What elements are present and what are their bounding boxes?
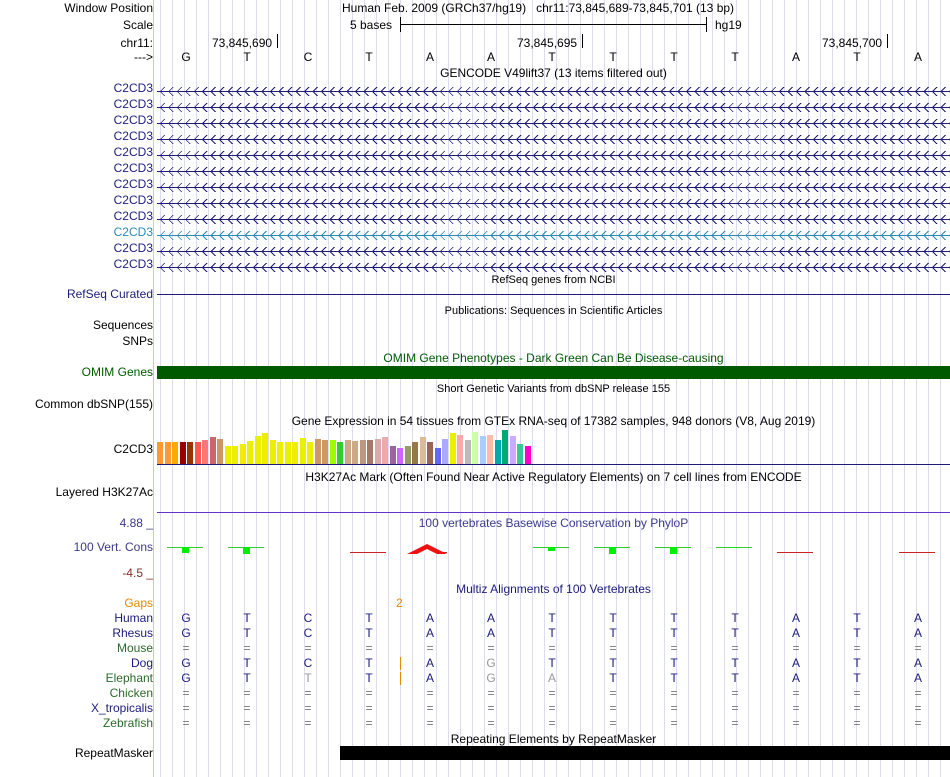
alignment-base: =	[548, 686, 556, 700]
species-label[interactable]: Chicken	[109, 686, 153, 700]
gtex-tissue-bar[interactable]	[435, 448, 441, 464]
gencode-item-label[interactable]: C2CD3	[113, 113, 153, 127]
alignment-base: T	[853, 626, 861, 640]
reference-base: A	[791, 50, 800, 64]
alignment-base: T	[243, 656, 251, 670]
omim-gene-bar[interactable]	[157, 366, 950, 379]
alignment-base: T	[304, 671, 312, 685]
alignment-base: T	[670, 656, 678, 670]
gtex-tissue-bar[interactable]	[247, 441, 253, 464]
species-label[interactable]: Dog	[130, 656, 153, 670]
alignment-base: =	[182, 686, 190, 700]
alignment-base: =	[609, 686, 617, 700]
alignment-base: A	[791, 671, 800, 685]
alignment-base: =	[792, 701, 800, 715]
alignment-base: T	[670, 626, 678, 640]
reference-base: G	[181, 50, 191, 64]
alignment-base: =	[243, 701, 251, 715]
alignment-base: T	[548, 626, 556, 640]
window-position-label: Window Position	[64, 1, 153, 15]
alignment-base: G	[181, 671, 191, 685]
gtex-tissue-bar[interactable]	[502, 430, 508, 464]
alignment-base: A	[486, 626, 495, 640]
alignment-base: =	[365, 686, 373, 700]
alignment-base: =	[609, 716, 617, 730]
gencode-item-label[interactable]: C2CD3	[113, 161, 153, 175]
alignment-base: G	[181, 626, 191, 640]
phylop-positive-score	[731, 547, 738, 548]
phylop-positive-score	[243, 547, 250, 554]
alignment-base: A	[425, 656, 434, 670]
gencode-transcript[interactable]	[157, 167, 950, 176]
phylop-positive-score	[182, 547, 189, 553]
gtex-tissue-bar[interactable]	[240, 444, 246, 464]
gtex-tissue-bar[interactable]	[322, 440, 328, 464]
gencode-item-label[interactable]: C2CD3	[113, 193, 153, 207]
gtex-tissue-bar[interactable]	[352, 441, 358, 464]
gencode-transcript[interactable]	[157, 199, 950, 208]
gtex-tissue-bar[interactable]	[315, 439, 321, 464]
gencode-transcript[interactable]	[157, 215, 950, 224]
phylop-min-label: -4.5 _	[122, 566, 153, 580]
alignment-base: A	[791, 656, 800, 670]
alignment-base: =	[426, 701, 434, 715]
gencode-transcript[interactable]	[157, 231, 950, 240]
alignment-base: T	[731, 656, 739, 670]
alignment-base: T	[243, 626, 251, 640]
h3k27ac-track-title[interactable]: H3K27Ac Mark (Often Found Near Active Regulatory Elements) on 7 cell lines from ENCODE	[305, 470, 802, 484]
alignment-base: =	[731, 641, 739, 655]
alignment-base: T	[609, 671, 617, 685]
alignment-base: =	[853, 701, 861, 715]
alignment-base: =	[792, 716, 800, 730]
alignment-base: T	[853, 656, 861, 670]
alignment-base: T	[670, 671, 678, 685]
alignment-base: =	[487, 701, 495, 715]
alignment-base: =	[365, 701, 373, 715]
alignment-base: A	[913, 611, 922, 625]
alignment-base: A	[547, 671, 556, 685]
alignment-base: T	[609, 611, 617, 625]
gtex-track-label[interactable]: C2CD3	[113, 442, 153, 456]
gtex-tissue-bar[interactable]	[172, 442, 178, 464]
gtex-tissue-bar[interactable]	[465, 440, 471, 464]
alignment-base: =	[548, 701, 556, 715]
gencode-transcript[interactable]	[157, 135, 950, 144]
alignment-base: =	[426, 716, 434, 730]
gtex-tissue-bar[interactable]	[202, 440, 208, 464]
alignment-base: =	[304, 641, 312, 655]
alignment-base: =	[731, 686, 739, 700]
omim-track-label[interactable]: OMIM Genes	[81, 365, 153, 379]
alignment-base: =	[670, 716, 678, 730]
alignment-base: =	[609, 641, 617, 655]
alignment-base: =	[853, 686, 861, 700]
gencode-item-label[interactable]: C2CD3	[113, 81, 153, 95]
gtex-tissue-bar[interactable]	[367, 440, 373, 464]
gtex-tissue-bar[interactable]	[300, 438, 306, 464]
alignment-base: T	[731, 611, 739, 625]
h3k27ac-baseline	[157, 512, 950, 513]
alignment-base: T	[365, 611, 373, 625]
alignment-base: A	[425, 671, 434, 685]
alignment-base: T	[365, 626, 373, 640]
publications-snps-label[interactable]: SNPs	[122, 334, 153, 348]
alignment-base: =	[670, 641, 678, 655]
gtex-tissue-bar[interactable]	[330, 440, 336, 464]
alignment-base: C	[303, 656, 313, 670]
alignment-base: T	[609, 626, 617, 640]
reference-base: T	[548, 50, 556, 64]
gtex-tissue-bar[interactable]	[517, 444, 523, 464]
gencode-item-label[interactable]: C2CD3	[113, 209, 153, 223]
gencode-item-label[interactable]: C2CD3	[113, 97, 153, 111]
alignment-base: G	[486, 656, 496, 670]
alignment-base: T	[731, 671, 739, 685]
alignment-base: =	[853, 641, 861, 655]
alignment-base: =	[182, 641, 190, 655]
gtex-tissue-bar[interactable]	[217, 439, 223, 464]
alignment-base: A	[791, 626, 800, 640]
gtex-tissue-bar[interactable]	[360, 440, 366, 464]
reference-base: T	[243, 50, 251, 64]
refseq-track-title[interactable]: RefSeq genes from NCBI	[491, 274, 616, 286]
insertion-marker	[400, 657, 401, 670]
reference-base: T	[853, 50, 861, 64]
scale-bar	[400, 24, 706, 25]
gtex-tissue-bar[interactable]	[427, 442, 433, 464]
alignment-base: =	[853, 716, 861, 730]
gtex-tissue-bar[interactable]	[210, 437, 216, 464]
gtex-tissue-bar[interactable]	[450, 433, 456, 464]
phylop-negative-score	[899, 552, 935, 553]
scale-label[interactable]: Scale	[122, 18, 153, 32]
gencode-item-label[interactable]: C2CD3	[113, 257, 153, 271]
gencode-item-label[interactable]: C2CD3	[113, 177, 153, 191]
gtex-tissue-bar[interactable]	[345, 440, 351, 464]
gtex-tissue-bar[interactable]	[225, 446, 231, 464]
scale-text: 5 bases	[350, 18, 393, 32]
reference-base: A	[486, 50, 495, 64]
gtex-tissue-bar[interactable]	[510, 436, 516, 464]
gtex-tissue-bar[interactable]	[457, 435, 463, 464]
gtex-tissue-bar[interactable]	[412, 442, 418, 464]
alignment-base: =	[365, 641, 373, 655]
insertion-marker	[400, 672, 401, 685]
phylop-positive-score	[670, 547, 677, 554]
gtex-tissue-bar[interactable]	[382, 437, 388, 464]
publications-track-title[interactable]: Publications: Sequences in Scientific Articles	[444, 305, 663, 317]
phylop-negative-peak-inner	[417, 549, 437, 554]
gtex-tissue-bar[interactable]	[442, 439, 448, 464]
alignment-base: T	[670, 611, 678, 625]
alignment-base: G	[486, 671, 496, 685]
alignment-base: A	[425, 626, 434, 640]
gtex-tissue-bar[interactable]	[262, 433, 268, 464]
gtex-tissue-bar[interactable]	[337, 442, 343, 464]
alignment-base: A	[913, 656, 922, 670]
species-label[interactable]: Rhesus	[112, 626, 153, 640]
alignment-base: =	[548, 716, 556, 730]
gtex-tissue-bar[interactable]	[270, 440, 276, 464]
alignment-base: T	[548, 656, 556, 670]
window-position-value: Human Feb. 2009 (GRCh37/hg19) chr11:73,845,689-73,845,701 (13 bp)	[342, 1, 735, 15]
position-tick-label: 73,845,690	[212, 36, 273, 50]
gtex-tissue-bar[interactable]	[180, 442, 186, 464]
multiz-gap-count: 2	[396, 596, 403, 610]
phylop-negative-score	[777, 552, 813, 553]
gtex-tissue-bar[interactable]	[232, 446, 238, 464]
alignment-base: =	[304, 686, 312, 700]
alignment-base: =	[731, 716, 739, 730]
gtex-tissue-bar[interactable]	[255, 436, 261, 464]
strand-label: --->	[134, 50, 153, 64]
gencode-transcript[interactable]	[157, 87, 950, 96]
alignment-base: T	[243, 611, 251, 625]
gtex-tissue-bar[interactable]	[525, 446, 531, 464]
dbsnp-track-title[interactable]: Short Genetic Variants from dbSNP release 155	[436, 383, 671, 395]
h3k27ac-track-label[interactable]: Layered H3K27Ac	[55, 485, 153, 499]
gtex-tissue-bar[interactable]	[390, 446, 396, 464]
repeatmasker-element[interactable]	[340, 746, 950, 760]
gtex-track-title[interactable]: Gene Expression in 54 tissues from GTEx RNA-seq of 17382 samples, 948 donors (V8, Aug 2019)	[291, 414, 816, 428]
alignment-base: T	[853, 611, 861, 625]
alignment-base: =	[182, 701, 190, 715]
alignment-base: A	[913, 671, 922, 685]
gtex-gene-line	[157, 464, 950, 465]
alignment-base: =	[487, 686, 495, 700]
gtex-tissue-bar[interactable]	[157, 442, 163, 464]
gtex-tissue-bar[interactable]	[165, 442, 171, 464]
alignment-base: T	[853, 671, 861, 685]
alignment-base: =	[609, 701, 617, 715]
position-tick-label: 73,845,695	[517, 36, 578, 50]
gencode-transcript[interactable]	[157, 103, 950, 112]
gencode-transcript[interactable]	[157, 263, 950, 272]
gtex-tissue-bar[interactable]	[195, 442, 201, 464]
gtex-tissue-bar[interactable]	[187, 442, 193, 464]
alignment-base: T	[243, 671, 251, 685]
alignment-base: =	[914, 701, 922, 715]
omim-track-title[interactable]: OMIM Gene Phenotypes - Dark Green Can Be Disease-causing	[383, 351, 724, 365]
alignment-base: =	[304, 701, 312, 715]
gencode-transcript[interactable]	[157, 151, 950, 160]
multiz-track-title[interactable]: Multiz Alignments of 100 Vertebrates	[456, 582, 651, 596]
alignment-base: =	[243, 641, 251, 655]
gencode-transcript[interactable]	[157, 183, 950, 192]
alignment-base: =	[914, 686, 922, 700]
alignment-base: T	[609, 656, 617, 670]
gtex-tissue-bar[interactable]	[495, 440, 501, 464]
alignment-base: A	[913, 626, 922, 640]
species-label[interactable]: X_tropicalis	[90, 701, 153, 715]
phylop-negative-score	[350, 552, 386, 553]
alignment-base: =	[304, 716, 312, 730]
species-label[interactable]: Elephant	[105, 671, 153, 685]
reference-base: T	[609, 50, 617, 64]
gtex-tissue-bar[interactable]	[292, 442, 298, 464]
alignment-base: =	[914, 641, 922, 655]
phylop-track-title[interactable]: 100 vertebrates Basewise Conservation by PhyloP	[418, 516, 689, 530]
publications-track-label[interactable]: Sequences	[92, 318, 153, 332]
multiz-gaps-label: Gaps	[124, 596, 153, 610]
reference-base: T	[731, 50, 739, 64]
species-label[interactable]: Mouse	[116, 641, 153, 655]
position-tick	[277, 34, 278, 48]
alignment-base: =	[792, 686, 800, 700]
reference-base: A	[425, 50, 434, 64]
alignment-base: =	[792, 641, 800, 655]
gtex-tissue-bar[interactable]	[285, 442, 291, 464]
alignment-base: =	[426, 686, 434, 700]
gtex-tissue-bar[interactable]	[397, 448, 403, 464]
alignment-base: =	[365, 716, 373, 730]
position-tick	[887, 34, 888, 48]
alignment-base: T	[548, 611, 556, 625]
gtex-tissue-bar[interactable]	[420, 437, 426, 464]
position-tick	[582, 34, 583, 48]
alignment-base: A	[791, 611, 800, 625]
phylop-positive-score	[609, 547, 616, 554]
alignment-base: =	[670, 701, 678, 715]
alignment-base: C	[303, 626, 313, 640]
gencode-transcript[interactable]	[157, 247, 950, 256]
phylop-track-label[interactable]: 100 Vert. Cons	[73, 540, 153, 554]
alignment-base: =	[182, 716, 190, 730]
alignment-base: =	[426, 641, 434, 655]
alignment-base: G	[181, 656, 191, 670]
gtex-tissue-bar[interactable]	[472, 432, 478, 464]
alignment-base: C	[303, 611, 313, 625]
phylop-max-label: 4.88 _	[119, 516, 153, 530]
alignment-base: =	[243, 716, 251, 730]
scale-db: hg19	[715, 18, 742, 32]
alignment-base: =	[487, 716, 495, 730]
species-label[interactable]: Zebrafish	[102, 716, 153, 730]
species-label[interactable]: Human	[114, 611, 153, 625]
refseq-track-label[interactable]: RefSeq Curated	[66, 287, 153, 301]
gencode-item-label[interactable]: C2CD3	[113, 145, 153, 159]
repeatmasker-track-label[interactable]: RepeatMasker	[74, 746, 153, 760]
alignment-base: A	[486, 611, 495, 625]
alignment-base: =	[487, 641, 495, 655]
gencode-track-title[interactable]: GENCODE V49lift37 (13 items filtered out)	[440, 66, 667, 80]
reference-base: A	[913, 50, 922, 64]
refseq-gene-line[interactable]	[157, 294, 950, 295]
alignment-base: T	[731, 626, 739, 640]
phylop-positive-score	[548, 547, 555, 551]
gtex-tissue-bar[interactable]	[480, 436, 486, 464]
dbsnp-track-label[interactable]: Common dbSNP(155)	[34, 397, 153, 411]
alignment-base: =	[731, 701, 739, 715]
reference-base: T	[365, 50, 373, 64]
alignment-base: =	[670, 686, 678, 700]
gtex-tissue-bar[interactable]	[375, 439, 381, 464]
gtex-tissue-bar[interactable]	[487, 435, 493, 464]
reference-base: C	[303, 50, 313, 64]
reference-base: T	[670, 50, 678, 64]
label-column-separator	[153, 0, 154, 777]
alignment-base: T	[365, 656, 373, 670]
gencode-item-label[interactable]: C2CD3	[113, 129, 153, 143]
alignment-base: =	[914, 716, 922, 730]
scale-bar-right-tick	[706, 17, 707, 32]
alignment-base: A	[425, 611, 434, 625]
alignment-base: T	[365, 671, 373, 685]
scale-bar-left-tick	[400, 17, 401, 32]
gencode-transcript[interactable]	[157, 119, 950, 128]
gtex-tissue-bar[interactable]	[277, 442, 283, 464]
alignment-base: =	[243, 686, 251, 700]
alignment-base: =	[548, 641, 556, 655]
position-tick-label: 73,845,700	[822, 36, 883, 50]
gencode-item-label[interactable]: C2CD3	[113, 241, 153, 255]
chrom-label[interactable]: chr11:	[120, 36, 153, 50]
repeatmasker-track-title[interactable]: Repeating Elements by RepeatMasker	[450, 732, 657, 746]
alignment-base: G	[181, 611, 191, 625]
gencode-item-label[interactable]: C2CD3	[113, 225, 153, 239]
gtex-tissue-bar[interactable]	[307, 442, 313, 464]
gtex-tissue-bar[interactable]	[405, 446, 411, 464]
